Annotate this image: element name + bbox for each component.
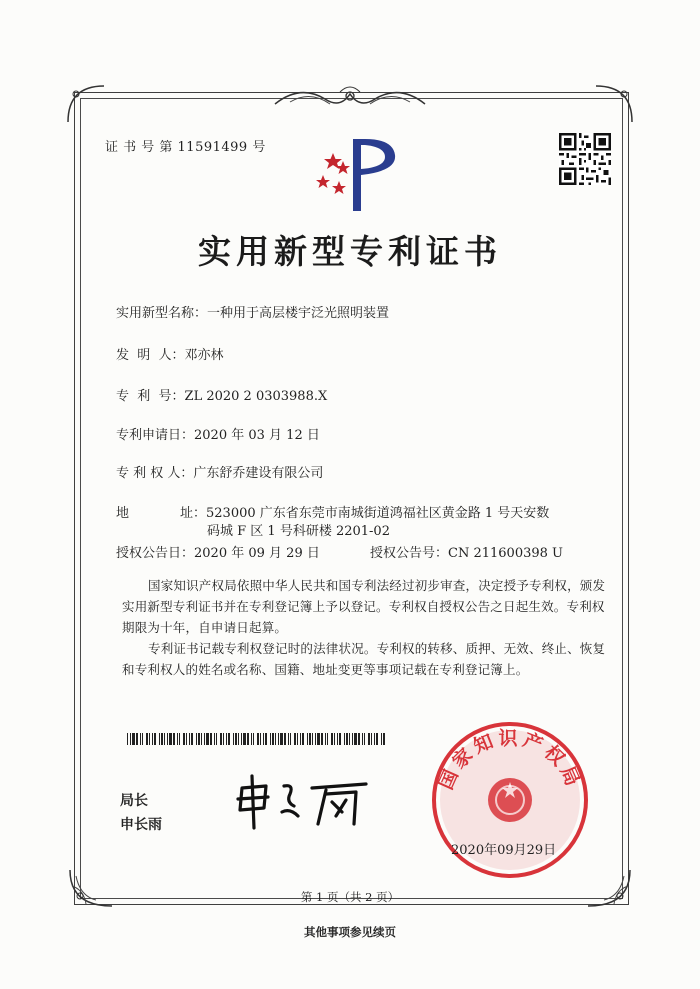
utility-model-name-label: 实用新型名称： [116, 306, 208, 321]
certificate-paragraph-2: 专利证书记载专利权登记时的法律状况。专利权的转移、质押、无效、终止、恢复和专利权人的姓名或名称、国籍、地址变更等事项记载在专利登记簿上。 [122, 641, 606, 677]
application-date-field [116, 424, 320, 443]
address-field [116, 502, 129, 521]
cnipa-logo-icon [315, 135, 405, 215]
top-ornament-icon [270, 84, 430, 114]
address-field [180, 502, 549, 521]
director-name: 申长雨 [120, 817, 162, 833]
utility-model-name-field [116, 302, 389, 321]
application-date-label: 专利申请日： [116, 428, 195, 443]
address-label-right: 址： [180, 506, 207, 521]
director-signature-icon [228, 772, 378, 832]
application-date-value: 2020 年 03 月 12 日 [194, 428, 320, 443]
qr-code-icon [559, 133, 611, 185]
page-number: 第 1 页（共 2 页） [300, 890, 400, 904]
inventor-field [116, 344, 224, 363]
seal-text: 国家知识产权局 [434, 727, 586, 793]
utility-model-name-value: 一种用于高层楼宇泛光照明装置 [207, 306, 390, 321]
patentee-value: 广东舒乔建设有限公司 [193, 466, 324, 481]
certificate-paragraph-1: 国家知识产权局依照中华人民共和国专利法经过初步审查，决定授予专利权，颁发实用新型专利证书并在专利登记簿上予以登记。专利权自授权公告之日起生效。专利权期限为十年，自申请日起算。 [122, 578, 606, 635]
address-line-1: 523000 广东省东莞市南城街道鸿福社区黄金路 1 号天安数 [206, 506, 550, 521]
grant-number-label: 授权公告号： [370, 546, 449, 561]
continuation-note: 其他事项参见续页 [304, 925, 396, 939]
patentee-label: 专 利 权 人： [116, 466, 194, 481]
patent-number-value: ZL 2020 2 0303988.X [184, 389, 328, 404]
corner-ornament-icon [66, 84, 106, 124]
grant-number-field [370, 542, 563, 561]
address-label-left: 地 [116, 506, 130, 521]
barcode-icon [127, 733, 385, 745]
patent-number-label: 专 利 号： [116, 389, 185, 404]
inventor-value: 邓亦林 [184, 348, 224, 363]
address-line-2: 码城 F 区 1 号科研楼 2201-02 [207, 524, 390, 539]
certificate-title: 实用新型专利证书 [198, 232, 502, 271]
director-title: 局长 [120, 793, 148, 809]
grant-date-value: 2020 年 09 月 29 日 [194, 546, 320, 561]
inventor-label: 发 明 人： [116, 348, 185, 363]
grant-date-label: 授权公告日： [116, 546, 195, 561]
certificate-serial-number: 证 书 号 第 11591499 号 [105, 140, 266, 155]
patentee-field [116, 462, 323, 481]
address-line-2-field [207, 520, 390, 539]
patent-number-field [116, 385, 327, 404]
seal-date: 2020年09月29日 [451, 843, 557, 858]
corner-ornament-icon [594, 84, 634, 124]
grant-date-field [116, 542, 320, 561]
grant-number-value: CN 211600398 U [448, 546, 563, 561]
